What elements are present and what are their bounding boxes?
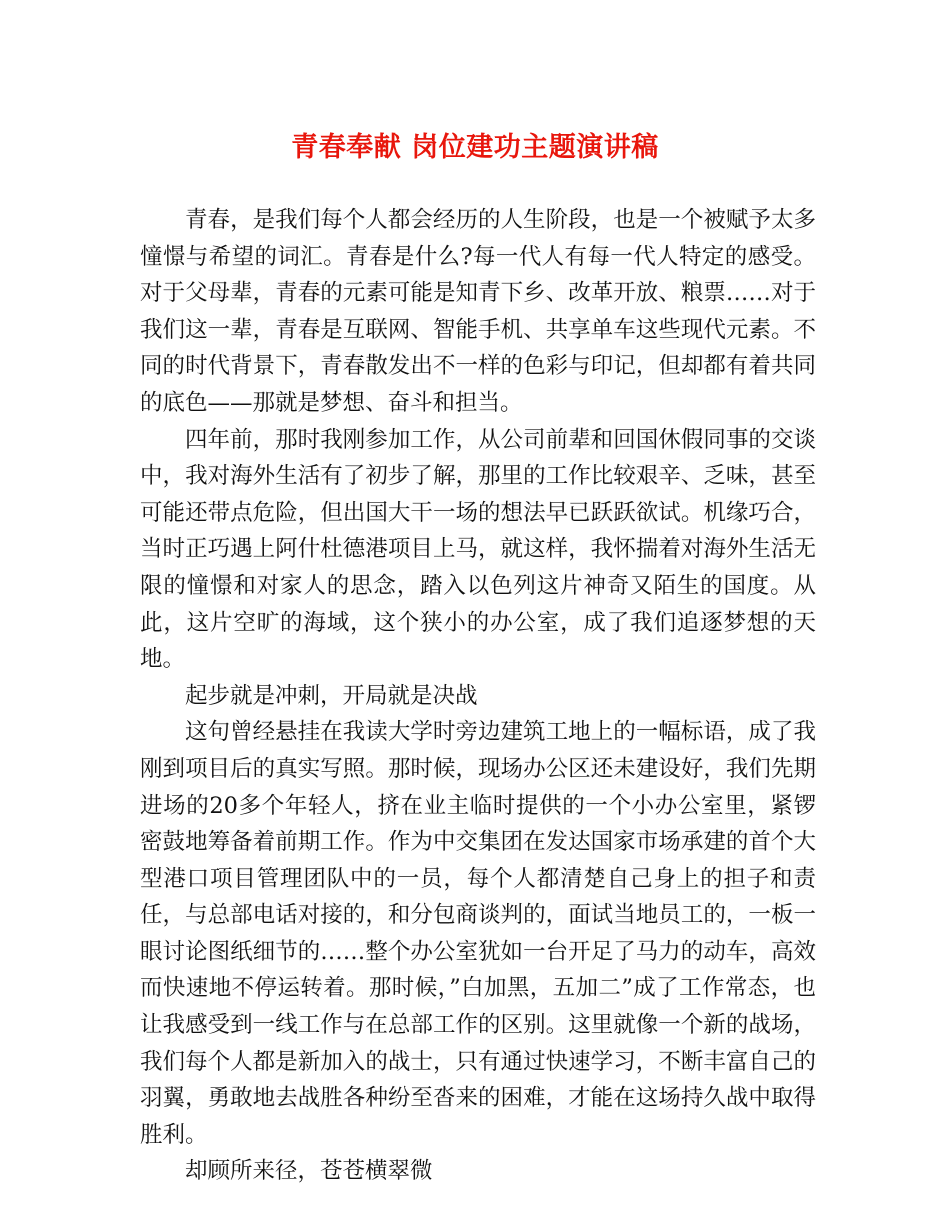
document-title: 青春奉献 岗位建功主题演讲稿 (291, 132, 659, 163)
paragraph-early-work: 这句曾经悬挂在我读大学时旁边建筑工地上的一幅标语，成了我刚到项目后的真实写照。那时候，现场办公区还未建设好，我们先期进场的20多个年轻人，挤在业主临时提供的一个小办公室里，紧锣密鼓地筹备着前期工作。作为中交集团在发达国家市场承建的首个大型港口项目管理团队中的一员，每个人都清楚自己身上的担子和责任，与总部电话对接的，和分包商谈判的，面试当地员工的，一板一眼讨论图纸细节的……整个办公室犹如一台开足了马力的动车，高效而快速地不停运转着。那时候，”白加黑，五加二”成了工作常态，也让我感受到一线工作与在总部工作的区别。这里就像一个新的战场，我们每个人都是新加入的战士，只有通过快速学习，不断丰富自己的羽翼，勇敢地去战胜各种纷至沓来的困难，才能在这场持久战中取得胜利。 (140, 719, 816, 1148)
section-heading-looking-back: 却顾所来径，苍苍横翠微 (185, 1158, 433, 1185)
section-heading-sprint: 起步就是冲刺，开局就是决战 (185, 682, 478, 709)
paragraph-intro-youth: 青春，是我们每个人都会经历的人生阶段，也是一个被赋予太多憧憬与希望的词汇。青春是什么?每一代人有每一代人特定的感受。对于父母辈，青春的元素可能是知青下乡、改革开放、粮票……对于我们这一辈，青春是互联网、智能手机、共享单车这些现代元素。不同的时代背景下，青春散发出不一样的色彩与印记，但却都有着共同的底色——那就是梦想、奋斗和担当。 (140, 207, 816, 416)
document-body (140, 202, 816, 1190)
paragraph-four-years-ago: 四年前，那时我刚参加工作，从公司前辈和回国休假同事的交谈中，我对海外生活有了初步了解，那里的工作比较艰辛、乏味，甚至可能还带点危险，但出国大干一场的想法早已跃跃欲试。机缘巧合，当时正巧遇上阿什杜德港项目上马，就这样，我怀揣着对海外生活无限的憧憬和对家人的思念，踏入以色列这片神奇又陌生的国度。从此，这片空旷的海域，这个狭小的办公室，成了我们追逐梦想的天地。 (140, 426, 816, 673)
